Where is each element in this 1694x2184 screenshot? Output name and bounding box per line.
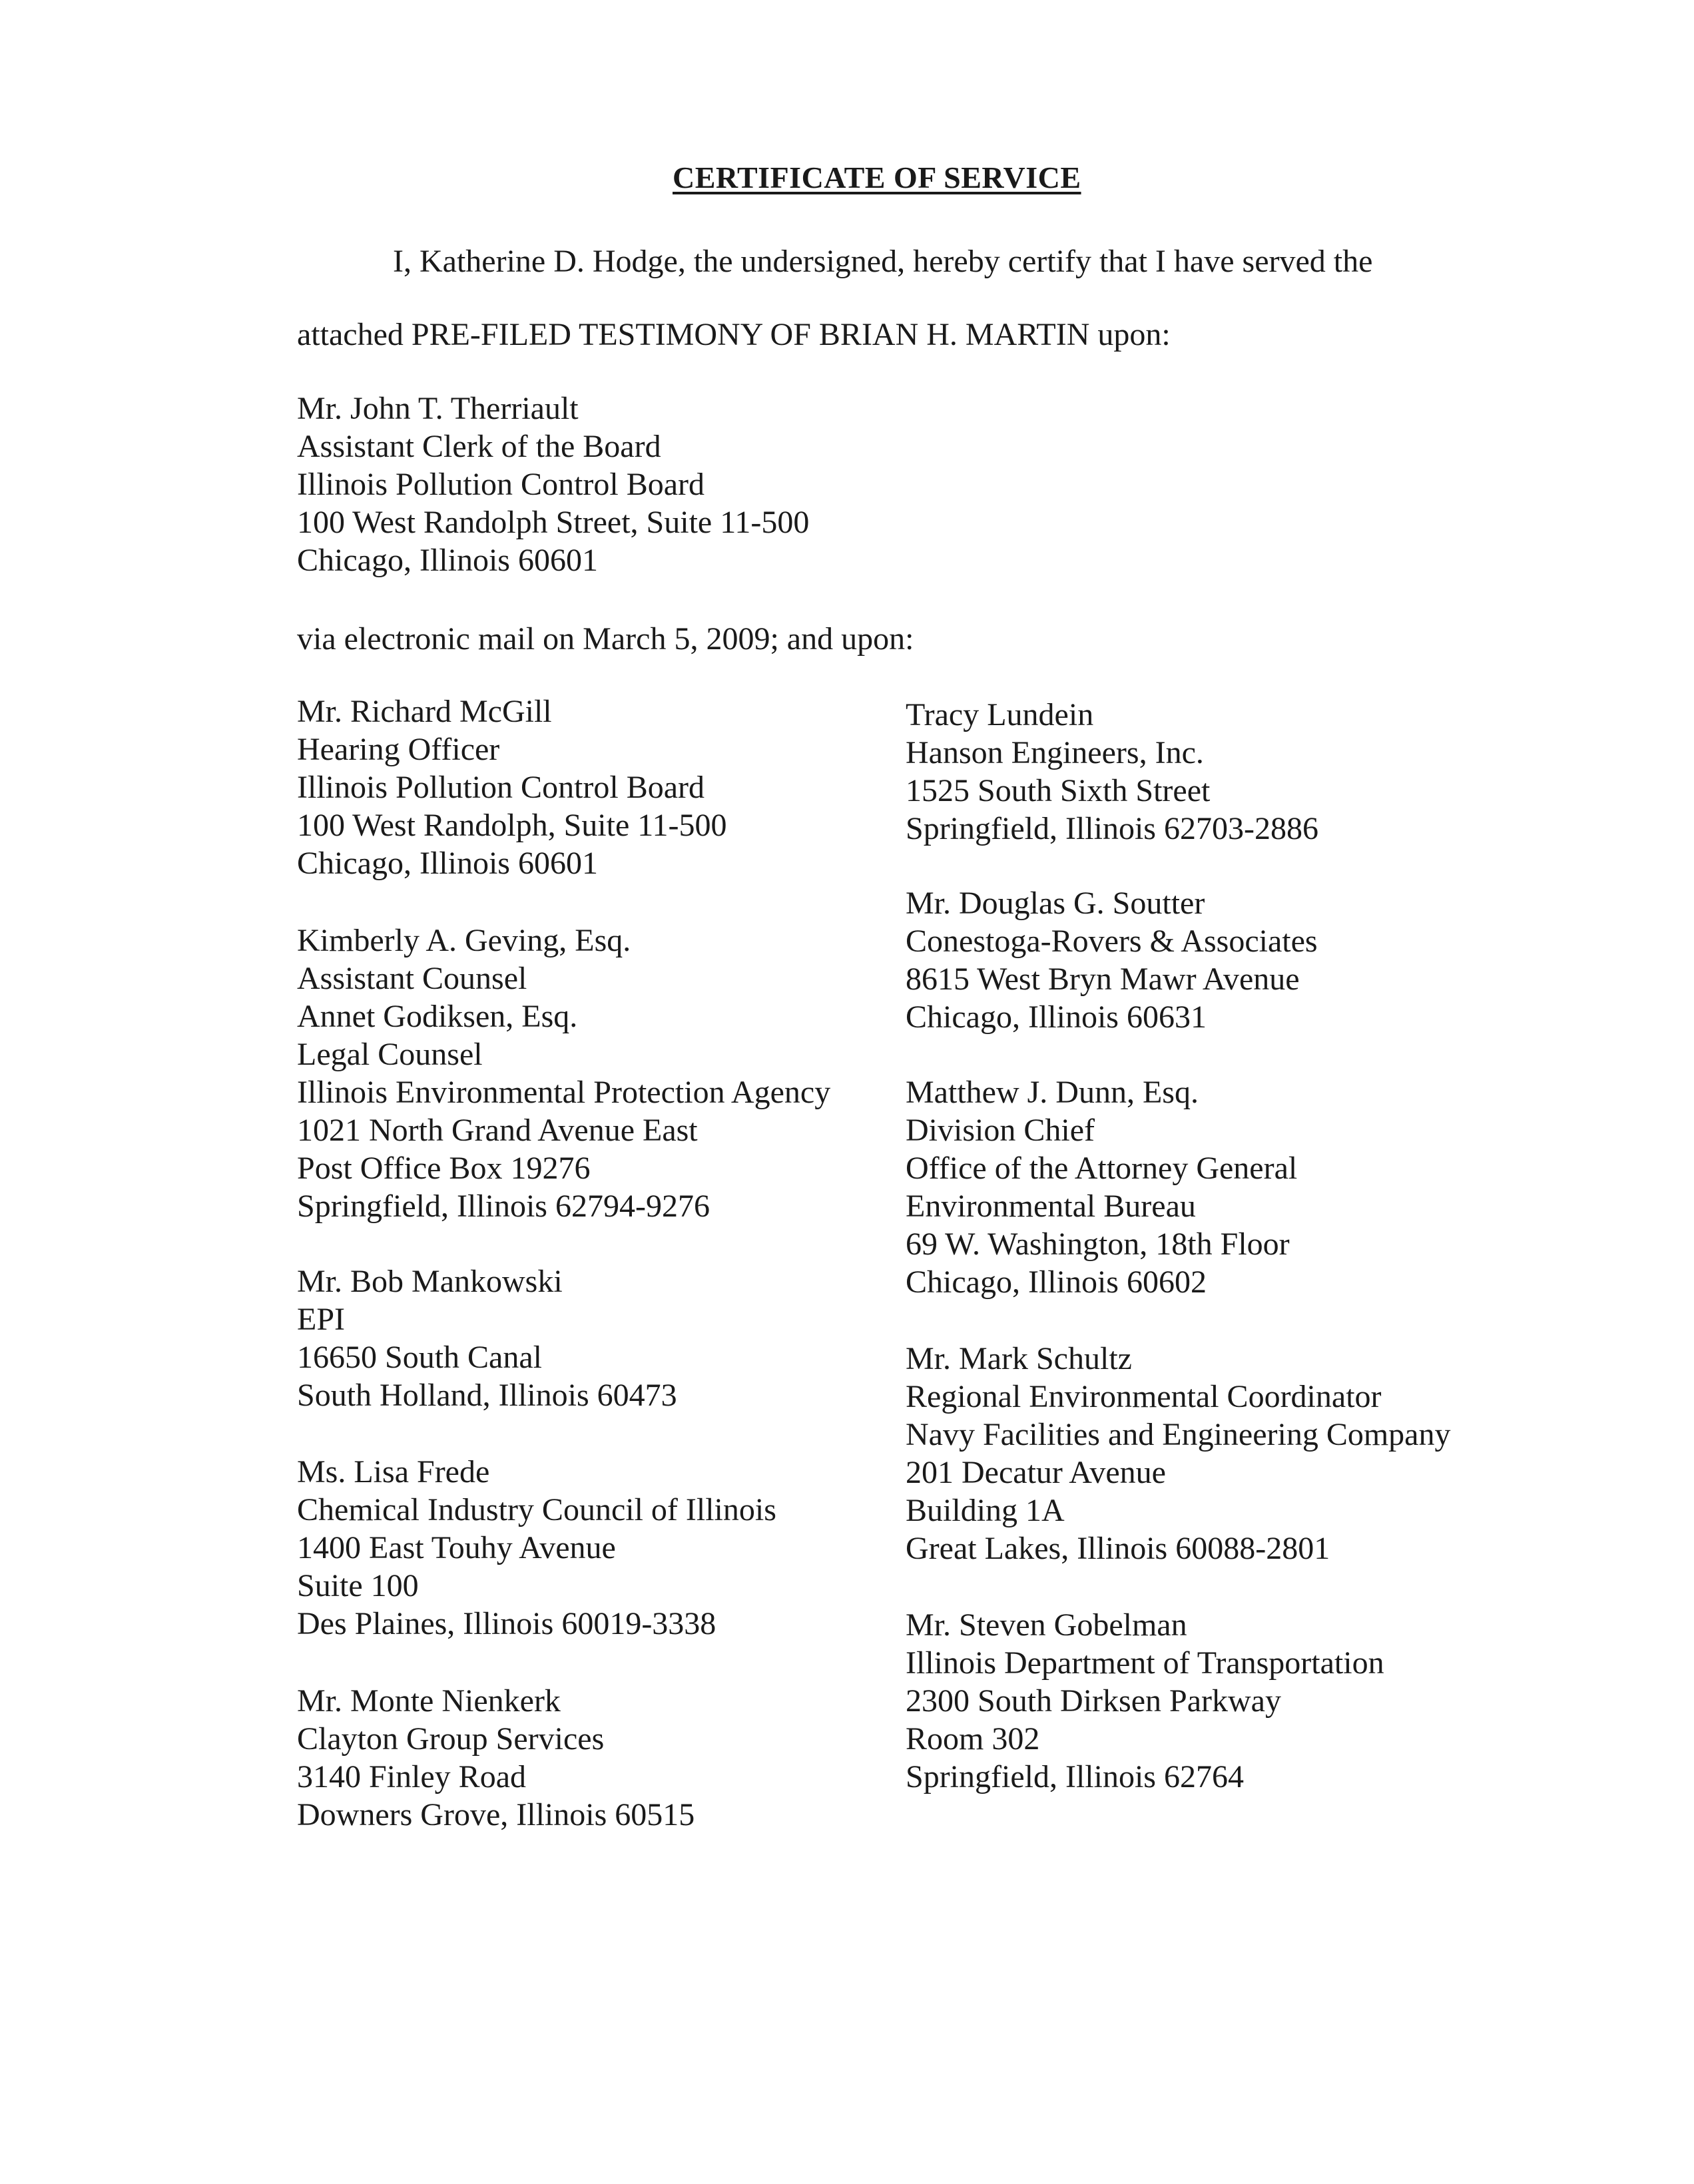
address-line: Assistant Clerk of the Board xyxy=(297,429,661,464)
address-line: Illinois Environmental Protection Agency xyxy=(297,1075,831,1110)
page-title: CERTIFICATE OF SERVICE xyxy=(673,160,1081,194)
address-line: Downers Grove, Illinois 60515 xyxy=(297,1797,695,1832)
address-line: 1525 South Sixth Street xyxy=(906,773,1211,808)
intro-line-1: I, Katherine D. Hodge, the undersigned, hereby certify that I have served the xyxy=(393,244,1373,279)
recipient-address-soutter xyxy=(906,884,1318,1036)
address-line: South Holland, Illinois 60473 xyxy=(297,1378,677,1413)
address-line: Chicago, Illinois 60631 xyxy=(906,999,1207,1035)
address-line: Legal Counsel xyxy=(297,1037,483,1072)
address-line: Mr. Douglas G. Soutter xyxy=(906,886,1205,921)
address-line: Kimberly A. Geving, Esq. xyxy=(297,923,631,958)
address-line: Environmental Bureau xyxy=(906,1189,1196,1224)
address-line: Mr. Mark Schultz xyxy=(906,1341,1132,1376)
recipient-address-schultz xyxy=(906,1340,1450,1567)
address-line: Navy Facilities and Engineering Company xyxy=(906,1417,1451,1452)
address-line: 69 W. Washington, 18th Floor xyxy=(906,1227,1290,1262)
address-line: Clayton Group Services xyxy=(297,1721,605,1757)
address-line: 8615 West Bryn Mawr Avenue xyxy=(906,961,1300,997)
address-line: 100 West Randolph, Suite 11-500 xyxy=(297,808,727,843)
address-line: Office of the Attorney General xyxy=(906,1151,1298,1186)
address-line: Tracy Lundein xyxy=(906,697,1094,732)
via-line: via electronic mail on March 5, 2009; and upon: xyxy=(297,621,914,657)
address-line: Building 1A xyxy=(906,1493,1065,1528)
address-line: Mr. Steven Gobelman xyxy=(906,1607,1187,1643)
address-line: Post Office Box 19276 xyxy=(297,1151,591,1186)
address-line: Chicago, Illinois 60602 xyxy=(906,1264,1207,1300)
address-line: Springfield, Illinois 62703-2886 xyxy=(906,811,1318,846)
address-line: Suite 100 xyxy=(297,1568,419,1603)
recipient-address-gobelman xyxy=(906,1606,1384,1796)
address-line: Hearing Officer xyxy=(297,732,500,767)
address-line: Mr. Bob Mankowski xyxy=(297,1264,563,1299)
recipient-address-frede xyxy=(297,1453,776,1643)
address-line: 100 West Randolph Street, Suite 11-500 xyxy=(297,505,810,540)
intro-line-2: attached PRE-FILED TESTIMONY OF BRIAN H. MARTIN upon: xyxy=(297,317,1171,352)
address-line: Mr. Richard McGill xyxy=(297,694,552,729)
address-line: 201 Decatur Avenue xyxy=(906,1455,1166,1490)
primary-recipient-address xyxy=(297,390,809,579)
address-line: EPI xyxy=(297,1302,345,1337)
address-line: Springfield, Illinois 62794-9276 xyxy=(297,1189,710,1224)
address-line: Illinois Pollution Control Board xyxy=(297,467,705,502)
address-line: Illinois Department of Transportation xyxy=(906,1645,1384,1681)
recipient-address-dunn xyxy=(906,1073,1297,1301)
address-line: Division Chief xyxy=(906,1113,1095,1148)
address-line: 1400 East Touhy Avenue xyxy=(297,1530,616,1565)
recipient-address-mcgill xyxy=(297,692,726,882)
address-line: Mr. John T. Therriault xyxy=(297,391,579,426)
address-line: 16650 South Canal xyxy=(297,1340,542,1375)
address-line: Room 302 xyxy=(906,1721,1040,1757)
address-line: Assistant Counsel xyxy=(297,961,527,996)
address-line: Des Plaines, Illinois 60019-3338 xyxy=(297,1606,716,1641)
recipient-address-nienkerk xyxy=(297,1682,695,1834)
address-line: Springfield, Illinois 62764 xyxy=(906,1759,1244,1794)
address-line: Chemical Industry Council of Illinois xyxy=(297,1492,776,1527)
address-line: Illinois Pollution Control Board xyxy=(297,770,705,805)
address-line: 3140 Finley Road xyxy=(297,1759,526,1794)
address-line: Conestoga-Rovers & Associates xyxy=(906,924,1318,959)
address-line: Ms. Lisa Frede xyxy=(297,1454,490,1490)
address-line: Chicago, Illinois 60601 xyxy=(297,543,598,578)
address-line: Regional Environmental Coordinator xyxy=(906,1379,1382,1414)
recipient-address-lundein xyxy=(906,696,1318,848)
address-line: Matthew J. Dunn, Esq. xyxy=(906,1075,1199,1110)
address-line: Mr. Monte Nienkerk xyxy=(297,1683,561,1719)
recipient-address-geving xyxy=(297,922,830,1225)
address-line: Hanson Engineers, Inc. xyxy=(906,735,1204,770)
address-line: Annet Godiksen, Esq. xyxy=(297,999,578,1034)
address-line: Great Lakes, Illinois 60088-2801 xyxy=(906,1531,1330,1566)
address-line: Chicago, Illinois 60601 xyxy=(297,846,598,881)
address-line: 1021 North Grand Avenue East xyxy=(297,1113,698,1148)
recipient-address-mankowski xyxy=(297,1262,677,1414)
address-line: 2300 South Dirksen Parkway xyxy=(906,1683,1281,1719)
